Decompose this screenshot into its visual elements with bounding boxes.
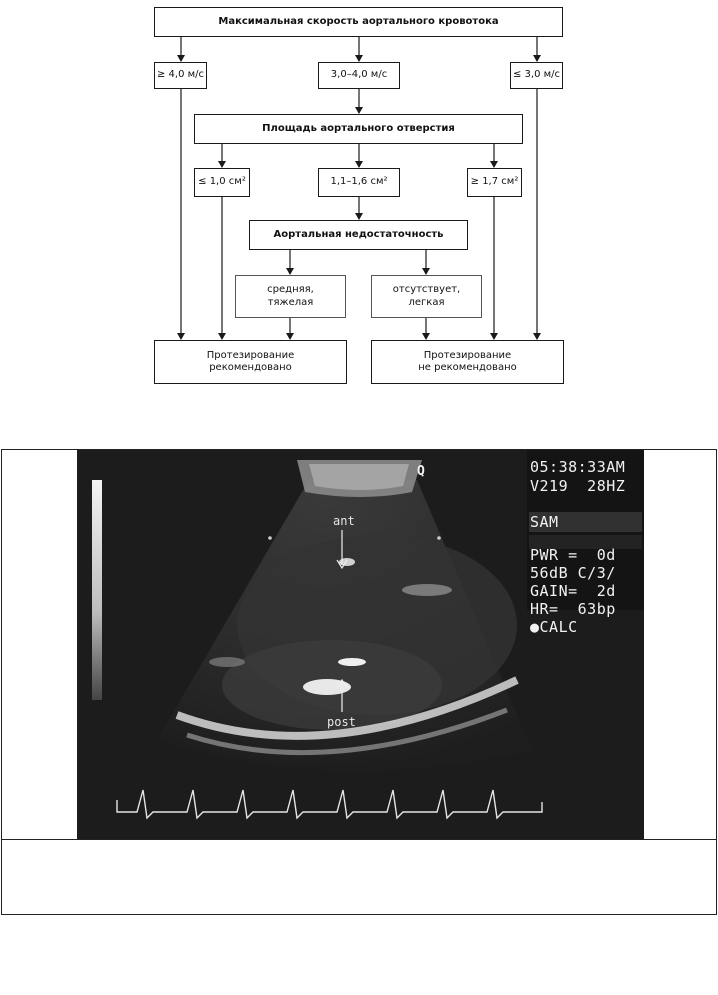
- figure-caption: [2, 840, 716, 914]
- velocity-low-label: ≤ 3,0 м/с: [512, 69, 561, 81]
- probe-mark: Q: [417, 464, 425, 479]
- area-large-box: [467, 168, 522, 197]
- echo-readout-heart-rate: HR= 63bp: [530, 600, 616, 618]
- velocity-mid-box: [318, 62, 400, 89]
- regurg-severe-box: [235, 275, 346, 318]
- regurg-mild-label: отсутствует, легкая: [392, 284, 461, 308]
- echo-readout-calc: ●CALC: [530, 618, 578, 636]
- aortic-area-box: [194, 114, 523, 144]
- aortic-area-label: Площадь аортального отверстия: [262, 122, 455, 134]
- flowchart: [0, 0, 718, 410]
- area-mid-label: 1,1–1,6 см²: [330, 176, 388, 188]
- label-posterior: post: [327, 715, 356, 729]
- velocity-high-label: ≥ 4,0 м/с: [156, 69, 205, 81]
- max-velocity-label: Максимальная скорость аортального кровотока: [218, 15, 499, 27]
- velocity-high-box: [154, 62, 207, 89]
- echo-readout-mode: SAM: [530, 513, 559, 531]
- regurg-severe-label: средняя, тяжелая: [267, 284, 314, 308]
- area-large-label: ≥ 1,7 см²: [470, 176, 519, 188]
- echo-figure-panel: [1, 449, 717, 915]
- echo-readout-power: PWR = 0d: [530, 546, 616, 564]
- result-not-recommended-label: Протезирование не рекомендовано: [418, 349, 517, 373]
- velocity-low-box: [510, 62, 563, 89]
- label-anterior: ant: [333, 514, 355, 528]
- echo-readout-dynamic-range: 56dB C/3/: [530, 564, 616, 582]
- result-not-recommended-box: [371, 340, 564, 384]
- echocardiogram-image: [77, 450, 644, 839]
- velocity-mid-label: 3,0–4,0 м/с: [330, 69, 388, 81]
- echo-readout-time: 05:38:33AM: [530, 458, 626, 476]
- result-recommended-label: Протезирование рекомендовано: [206, 349, 295, 373]
- area-small-label: ≤ 1,0 см²: [198, 176, 246, 188]
- regurg-mild-box: [371, 275, 482, 318]
- result-recommended-box: [154, 340, 347, 384]
- aortic-regurgitation-label: Аортальная недостаточность: [273, 228, 444, 240]
- area-mid-box: [318, 168, 400, 197]
- echo-readout-frame: V219 28HZ: [530, 477, 626, 495]
- echo-scan-graphic: [77, 450, 644, 839]
- max-velocity-box: [154, 7, 563, 37]
- echo-readout-gain: GAIN= 2d: [530, 582, 616, 600]
- aortic-regurgitation-box: [249, 220, 468, 250]
- area-small-box: [194, 168, 250, 197]
